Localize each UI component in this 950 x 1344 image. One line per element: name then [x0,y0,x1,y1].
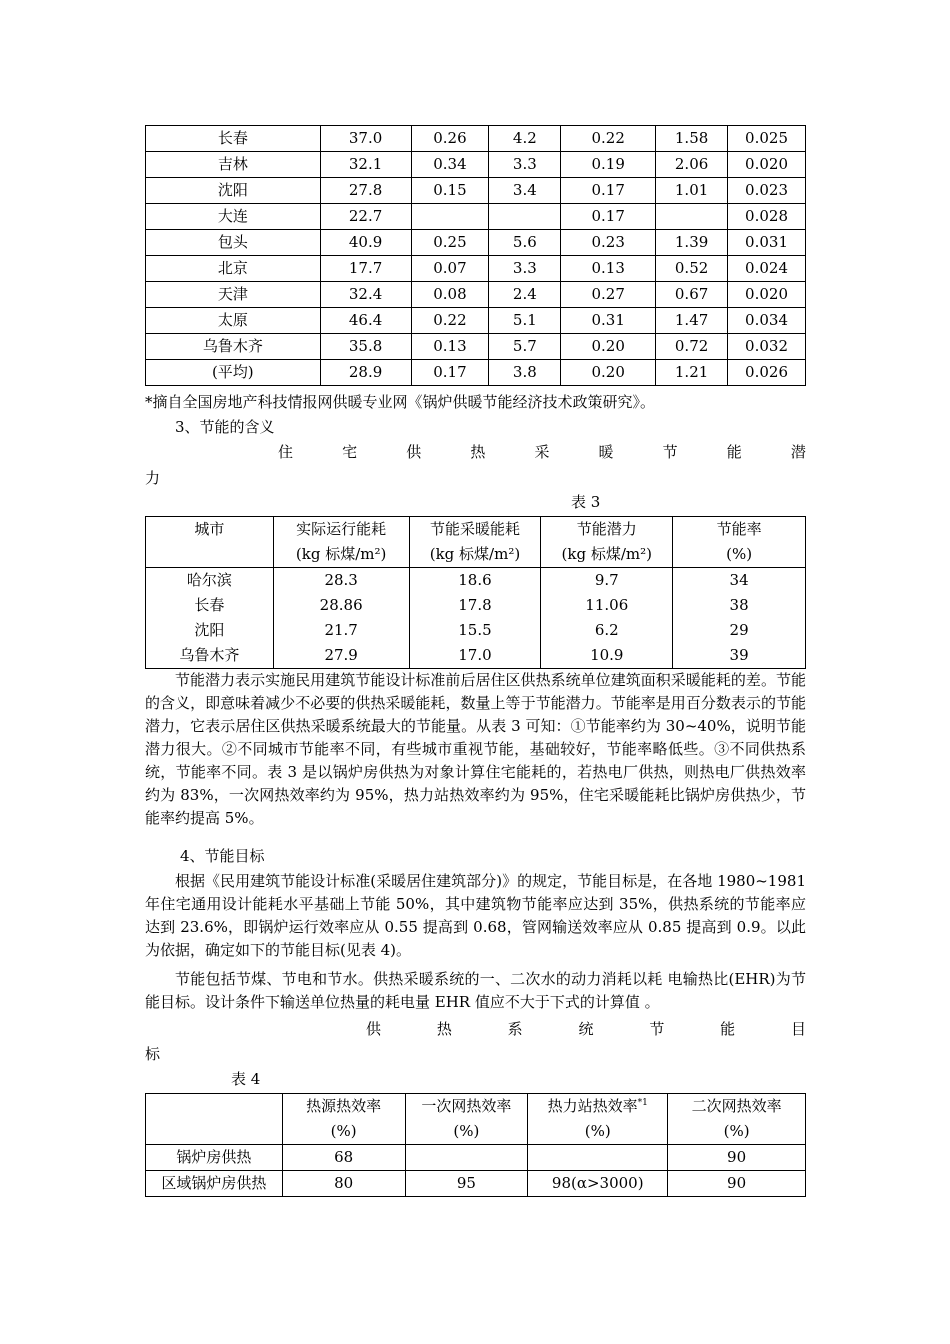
table3-value: 哈尔滨 [186,571,232,589]
value-cell: 0.034 [728,308,806,334]
value-cell: 1.58 [656,126,728,152]
header-unit: (%) [584,1122,611,1140]
title-char: 暖 [598,443,614,461]
table3-city-column [146,568,274,669]
value-cell: 28.9 [320,360,411,386]
table4-header-row [146,1094,806,1145]
header-unit [146,1119,282,1144]
value-cell: 35.8 [320,334,411,360]
value-cell: 3.8 [489,360,561,386]
value-cell: 0.023 [728,178,806,204]
value-cell: 0.52 [656,256,728,282]
city-cell: 天津 [146,282,321,308]
value-cell: 0.27 [561,282,656,308]
value-cell: 22.7 [320,204,411,230]
city-cell: 太原 [146,308,321,334]
table3-value: 15.5 [458,621,492,639]
value-cell: 0.17 [561,204,656,230]
value-cell: 0.25 [411,230,489,256]
table3-value: 乌鲁木齐 [179,646,240,664]
value-cell: 80 [282,1171,405,1197]
title-char: 供 [406,443,422,461]
value-cell: 37.0 [320,126,411,152]
value-cell: 95 [405,1171,528,1197]
title-char: 能 [726,443,742,461]
table-row [146,360,806,386]
header-line: 节能潜力 [576,520,637,538]
value-cell: 0.20 [561,360,656,386]
system-cell: 区域锅炉房供热 [146,1171,283,1197]
city-cell: 乌鲁木齐 [146,334,321,360]
value-cell: 3.3 [489,152,561,178]
table3-label: 表 3 [571,493,601,511]
table-row [146,178,806,204]
table4-title-tail: 标 [145,1045,161,1063]
header-unit: (%) [330,1122,357,1140]
header-cell [541,517,673,568]
header-unit: (%) [723,1122,750,1140]
system-cell: 锅炉房供热 [146,1145,283,1171]
value-cell: 5.6 [489,230,561,256]
title-char: 住 [278,443,294,461]
header-cell [405,1094,528,1145]
table-row [146,282,806,308]
title-char: 热 [436,1020,452,1038]
value-cell: 1.21 [656,360,728,386]
value-cell: 68 [282,1145,405,1171]
header-cell [282,1094,405,1145]
table4-label: 表 4 [231,1070,261,1088]
saving-potential-table [145,516,806,669]
header-cell [146,1094,283,1145]
value-cell: 5.1 [489,308,561,334]
table3-value: 长春 [194,596,225,614]
table-row [146,1171,806,1197]
table3-actual-column [273,568,409,669]
header-cell [273,517,409,568]
header-cell [146,517,274,568]
city-cell: 长春 [146,126,321,152]
value-cell: 98(α>3000) [528,1171,668,1197]
value-cell: 0.13 [411,334,489,360]
header-cell [673,517,806,568]
value-cell: 40.9 [320,230,411,256]
header-line: 实际运行能耗 [296,520,387,538]
value-cell [656,204,728,230]
value-cell: 0.23 [561,230,656,256]
value-cell: 0.032 [728,334,806,360]
value-cell: 2.4 [489,282,561,308]
header-cell [409,517,541,568]
table-row [146,1145,806,1171]
table3-value: 28.3 [324,571,358,589]
header-line: 热源热效率 [306,1097,382,1115]
table3-value: 34 [729,571,749,589]
table3-value: 39 [729,646,749,664]
table3-title [278,441,806,464]
table3-data-row [146,568,806,669]
value-cell: 17.7 [320,256,411,282]
title-char: 能 [720,1020,736,1038]
value-cell [411,204,489,230]
value-cell: 0.22 [561,126,656,152]
value-cell: 0.13 [561,256,656,282]
city-cell: 吉林 [146,152,321,178]
value-cell: 0.028 [728,204,806,230]
footnote-mark: *1 [637,1098,648,1108]
table-row [146,204,806,230]
header-line: 热力站热效率$^{*1}$ [547,1097,648,1115]
value-cell: 0.34 [411,152,489,178]
value-cell: 0.67 [656,282,728,308]
value-cell: 46.4 [320,308,411,334]
city-cell: (平均) [146,360,321,386]
title-char: 采 [534,443,550,461]
saving-target-table-body [146,1094,806,1197]
table3-value: 27.9 [324,646,358,664]
title-char: 统 [578,1020,594,1038]
header-unit: (kg 标煤/m²) [295,545,387,563]
value-cell: 0.22 [411,308,489,334]
header-unit: (%) [453,1122,480,1140]
title-char: 供 [366,1020,382,1038]
header-unit: (kg 标煤/m²) [429,545,521,563]
value-cell: 27.8 [320,178,411,204]
value-cell: 0.26 [411,126,489,152]
table3-value: 9.7 [594,571,619,589]
value-cell: 32.1 [320,152,411,178]
value-cell: 2.06 [656,152,728,178]
header-line: 一次网热效率 [421,1097,512,1115]
saving-target-table [145,1093,806,1197]
title-char: 节 [649,1020,665,1038]
value-cell: 0.31 [561,308,656,334]
table3-value: 沈阳 [194,621,225,639]
title-char: 宅 [342,443,358,461]
value-cell: 3.3 [489,256,561,282]
table3-title-tail: 力 [145,469,161,487]
energy-data-table [145,125,806,386]
value-cell: 0.08 [411,282,489,308]
title-char: 节 [662,443,678,461]
table3-value: 10.9 [590,646,624,664]
header-unit: (%) [726,545,753,563]
table3-potential-column [541,568,673,669]
value-cell: 1.01 [656,178,728,204]
section-heading-4: 4、节能目标 [180,847,265,865]
header-line: 城市 [194,520,225,538]
header-line [146,1094,282,1119]
city-cell: 北京 [146,256,321,282]
value-cell: 0.20 [561,334,656,360]
value-cell: 0.17 [561,178,656,204]
energy-data-table-body [146,126,806,386]
header-line: 二次网热效率 [691,1097,782,1115]
title-char: 热 [470,443,486,461]
city-cell: 沈阳 [146,178,321,204]
title-char: 潜 [790,443,806,461]
table3-value: 17.0 [458,646,492,664]
table3-value: 21.7 [324,621,358,639]
value-cell: 1.47 [656,308,728,334]
value-cell: 0.031 [728,230,806,256]
value-cell: 0.024 [728,256,806,282]
paragraph-saving-target: 根据《民用建筑节能设计标准(采暖居住建筑部分)》的规定，节能目标是，在各地 1980~1981 年住宅通用设计能耗水平基础上节能 50%，其中建筑物节能率应达到 35%，供热系统的节能率应达到 23.6%，即锅炉运行效率应从 0.55 提高到 0.68，管网输送效率应从 0.85 提高到 0.9。以此为依据，确定如下的节能目标(见表 4)。 [145,872,806,959]
value-cell [489,204,561,230]
value-cell: 0.15 [411,178,489,204]
value-cell: 5.7 [489,334,561,360]
table3-value: 18.6 [458,571,492,589]
section-heading-3: 3、节能的含义 [175,418,275,436]
paragraph-ehr: 节能包括节煤、节电和节水。供热采暖系统的一、二次水的动力消耗以耗 电输热比(EHR)为节能目标。设计条件下输送单位热量的耗电量 EHR 值应不大于下式的计算值 。 [145,970,806,1011]
table-row [146,256,806,282]
header-cell [668,1094,806,1145]
table3-rate-column [673,568,806,669]
title-char: 目 [790,1020,806,1038]
table-row [146,230,806,256]
table3-value: 6.2 [594,621,619,639]
header-unit: (kg 标煤/m²) [561,545,653,563]
table-row [146,126,806,152]
header-cell [528,1094,668,1145]
value-cell: 0.07 [411,256,489,282]
value-cell: 0.72 [656,334,728,360]
value-cell: 0.020 [728,282,806,308]
header-unit [146,542,273,567]
table-footnote: *摘自全国房地产科技情报网供暖专业网《锅炉供暖节能经济技术政策研究》。 [145,393,656,411]
table3-header-row [146,517,806,568]
table4-title [366,1018,806,1041]
value-cell: 32.4 [320,282,411,308]
value-cell [528,1145,668,1171]
table-row [146,334,806,360]
header-line: 节能率 [716,520,762,538]
table-row [146,308,806,334]
table3-value: 17.8 [458,596,492,614]
city-cell: 包头 [146,230,321,256]
value-cell: 0.020 [728,152,806,178]
table3-value: 38 [729,596,749,614]
value-cell: 1.39 [656,230,728,256]
table-row [146,152,806,178]
paragraph-saving-meaning: 节能潜力表示实施民用建筑节能设计标准前后居住区供热系统单位建筑面积采暖能耗的差。节能的含义，即意味着减少不必要的供热采暖能耗，数量上等于节能潜力。节能率是用百分数表示的节能潜力，它表示居住区供热采暖系统最大的节能量。从表 3 可知：①节能率约为 30~40%，说明节能潜力很大。②不同城市节能率不同，有些城市重视节能，基础较好，节能率略低些。③不同供热系统，节能率不同。表 3 是以锅炉房供热为对象计算住宅能耗的，若热电厂供热，则热电厂供热效率约为 83%，一次网热效率约为 95%，热力站热效率约为 95%，住宅采暖能耗比锅炉房供热少，节能率约提高 5%。 [145,671,806,827]
value-cell: 90 [668,1145,806,1171]
table3-saving-column [409,568,541,669]
value-cell: 3.4 [489,178,561,204]
city-cell: 大连 [146,204,321,230]
header-line: 节能采暖能耗 [429,520,520,538]
value-cell: 0.026 [728,360,806,386]
table3-value: 29 [729,621,749,639]
title-char: 系 [507,1020,523,1038]
table3-value: 11.06 [585,596,629,614]
table3-value: 28.86 [319,596,363,614]
value-cell: 90 [668,1171,806,1197]
value-cell: 4.2 [489,126,561,152]
value-cell: 0.17 [411,360,489,386]
value-cell [405,1145,528,1171]
value-cell: 0.025 [728,126,806,152]
value-cell: 0.19 [561,152,656,178]
